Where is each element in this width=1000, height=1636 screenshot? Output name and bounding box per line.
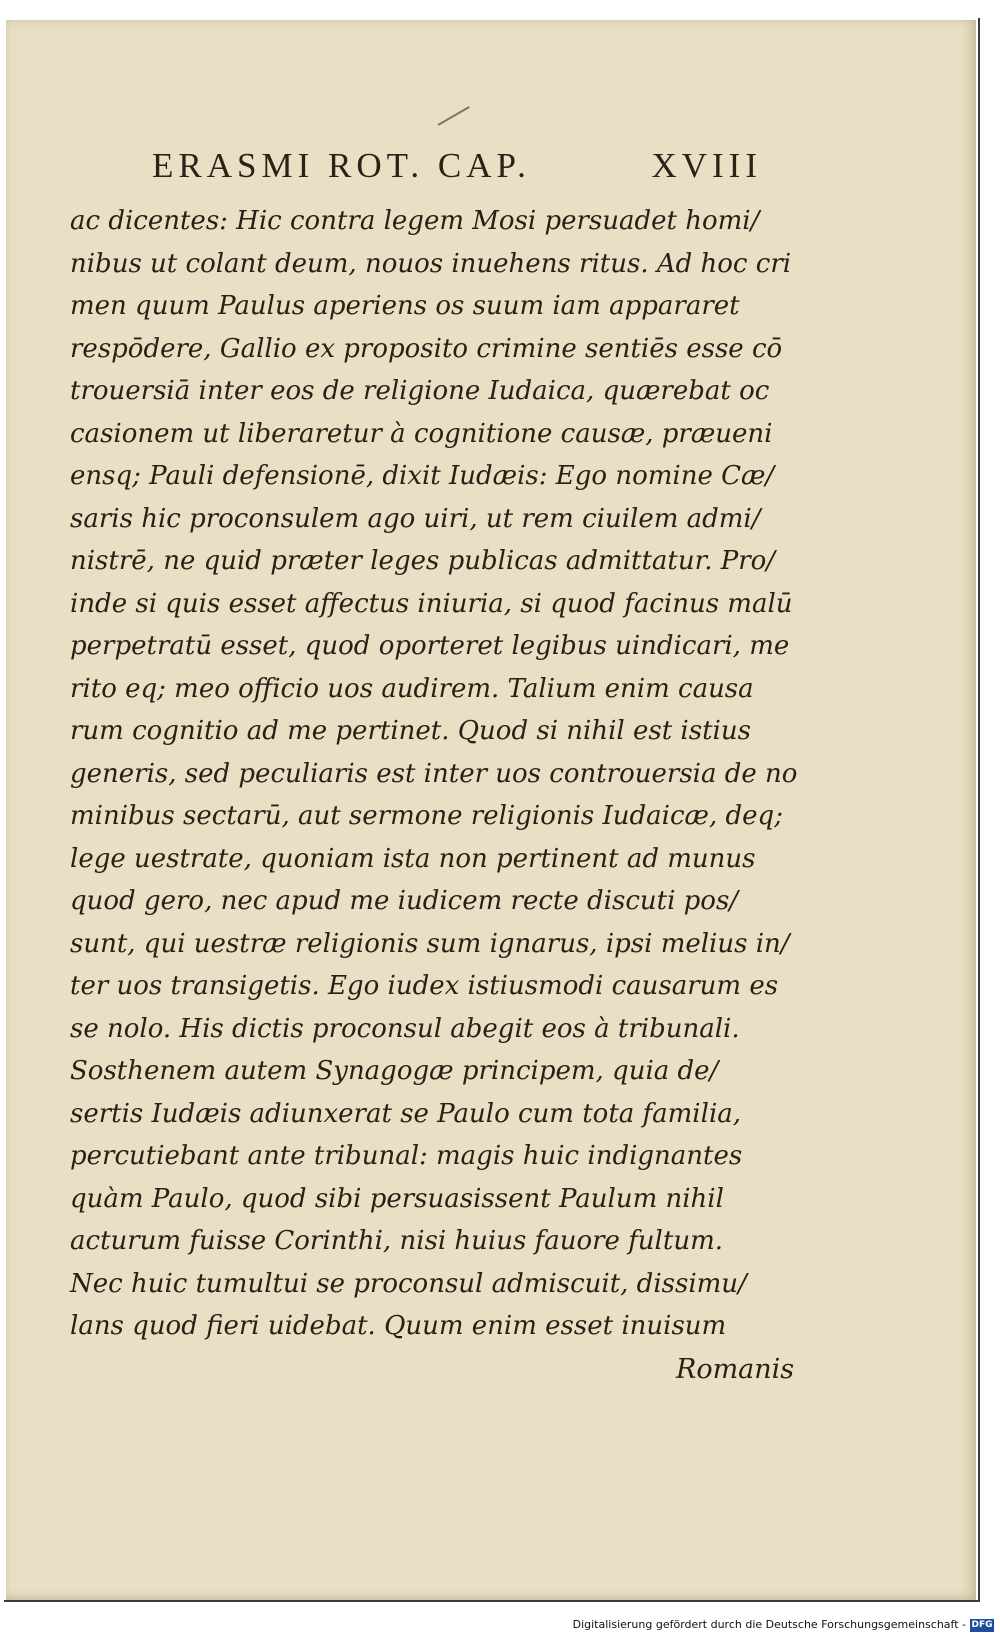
text-line: ensq; Pauli defensionē, dixit Iudæis: Ego nomine Cæ/ bbox=[70, 461, 775, 491]
text-line: rito eq; meo officio uos audirem. Talium enim causa bbox=[70, 673, 754, 704]
text-line: trouersiā inter eos de religione Iudaica, quærebat oc bbox=[70, 376, 770, 406]
text-line: ac dicentes: Hic contra legem Mosi persuadet homi/ bbox=[70, 206, 760, 236]
body-text bbox=[70, 200, 810, 1348]
text-line: ter uos transigetis. Ego iudex istiusmodi causarum es bbox=[70, 971, 779, 1001]
running-head bbox=[152, 146, 762, 186]
text-line: percutiebant ante tribunal: magis huic indignantes bbox=[70, 1141, 743, 1171]
text-line: se nolo. His dictis proconsul abegit eos à tribunali. bbox=[70, 1013, 740, 1044]
text-line: lege uestrate, quoniam ista non pertinent ad munus bbox=[70, 843, 756, 874]
text-line: minibus sectarū, aut sermone religionis Iudaicæ, deq; bbox=[70, 801, 783, 831]
text-line: casionem ut liberaretur à cognitione causæ, præueni bbox=[70, 418, 773, 449]
text-line: quàm Paulo, quod sibi persuasissent Paulum nihil bbox=[70, 1183, 724, 1214]
text-line: inde si quis esset affectus iniuria, si quod facinus malū bbox=[70, 588, 793, 619]
text-line: lans quod fieri uidebat. Quum enim esset inuisum bbox=[70, 1311, 727, 1341]
credit-text: Digitalisierung gefördert durch die Deutsche Forschungsgemeinschaft - bbox=[572, 1618, 966, 1631]
text-line: saris hic proconsulem ago uiri, ut rem ciuilem admi/ bbox=[70, 503, 761, 534]
running-head-title: ERASMI ROT. CAP. bbox=[152, 146, 531, 185]
chapter-number: XVIII bbox=[651, 146, 762, 185]
text-line: Sosthenem autem Synagogæ principem, quia de/ bbox=[70, 1056, 719, 1086]
pencil-mark bbox=[438, 106, 470, 126]
text-line: rum cognitio ad me pertinet. Quod si nihil est istius bbox=[70, 716, 751, 746]
text-line: quod gero, nec apud me iudicem recte discuti pos/ bbox=[70, 886, 739, 916]
catchword: Romanis bbox=[676, 1354, 795, 1385]
dfg-logo: DFG bbox=[971, 1620, 993, 1630]
book-page bbox=[6, 20, 976, 1600]
text-line: generis, sed peculiaris est inter uos controuersia de no bbox=[70, 758, 798, 789]
text-line: sertis Iudæis adiunxerat se Paulo cum tota familia, bbox=[70, 1098, 742, 1129]
text-line: acturum fuisse Corinthi, nisi huius fauore fultum. bbox=[70, 1226, 723, 1256]
text-line: nibus ut colant deum, nouos inuehens ritus. Ad hoc cri bbox=[70, 248, 792, 279]
text-line: men quum Paulus aperiens os suum iam appararet bbox=[70, 291, 740, 321]
text-line: perpetratū esset, quod oporteret legibus uindicari, me bbox=[70, 631, 790, 661]
text-line: Nec huic tumultui se proconsul admiscuit, dissimu/ bbox=[70, 1268, 747, 1299]
credit-bar bbox=[0, 1616, 1000, 1636]
text-line: nistrē, ne quid præter leges publicas admittatur. Pro/ bbox=[70, 546, 776, 576]
text-line: sunt, qui uestræ religionis sum ignarus, ipsi melius in/ bbox=[70, 928, 790, 959]
text-line: respōdere, Gallio ex proposito crimine sentiēs esse cō bbox=[70, 333, 783, 364]
